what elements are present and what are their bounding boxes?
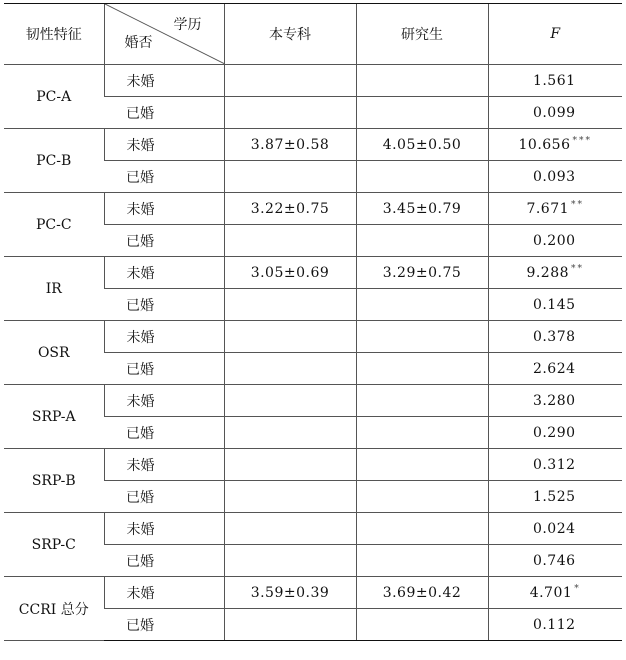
f-cell [488,161,622,193]
table-row [4,65,622,97]
table-row [4,129,622,161]
college-cell [224,321,356,353]
f-cell [488,577,622,609]
marital-cell: 未婚 [104,577,224,609]
header-education: 学历 [173,17,202,33]
significance-mark: ** [571,199,585,210]
marital-cell: 未婚 [104,129,224,161]
f-value: 0.290 [532,424,576,441]
table-row [4,449,622,481]
header-marital: 婚否 [124,35,153,51]
trait-cell: PC-A [4,65,104,129]
f-value: 0.145 [532,296,576,313]
header-college: 本专科 [224,4,356,65]
f-value: 3.280 [532,392,576,409]
graduate-cell [356,321,488,353]
trait-cell: PC-B [4,129,104,193]
marital-cell: 已婚 [104,97,224,129]
f-value: 10.656 [518,136,571,153]
header-graduate: 研究生 [356,4,488,65]
college-cell [224,385,356,417]
college-cell [224,609,356,641]
college-cell [224,97,356,129]
marital-cell: 已婚 [104,353,224,385]
f-cell [488,449,622,481]
graduate-cell [356,609,488,641]
table-row [4,577,622,609]
college-cell [224,513,356,545]
college-cell [224,481,356,513]
marital-cell: 未婚 [104,257,224,289]
graduate-cell [356,161,488,193]
significance-mark: ** [571,263,585,274]
trait-cell: SRP-A [4,385,104,449]
graduate-cell [356,225,488,257]
graduate-cell: 4.05±0.50 [356,129,488,161]
graduate-cell: 3.69±0.42 [356,577,488,609]
header-trait: 韧性特征 [4,4,104,65]
f-value: 4.701 [529,584,573,601]
significance-mark: * [574,583,581,594]
graduate-cell [356,289,488,321]
marital-cell: 未婚 [104,385,224,417]
header-diagonal-cell [104,4,224,65]
f-cell [488,65,622,97]
college-cell: 3.87±0.58 [224,129,356,161]
college-cell: 3.22±0.75 [224,193,356,225]
college-cell [224,65,356,97]
marital-cell: 已婚 [104,289,224,321]
graduate-cell: 3.45±0.79 [356,193,488,225]
marital-cell: 已婚 [104,609,224,641]
college-cell [224,545,356,577]
f-value: 0.378 [532,328,576,345]
f-cell [488,225,622,257]
marital-cell: 已婚 [104,225,224,257]
graduate-cell [356,417,488,449]
marital-cell: 已婚 [104,481,224,513]
marital-cell: 已婚 [104,161,224,193]
f-cell [488,481,622,513]
trait-cell: OSR [4,321,104,385]
f-value: 7.671 [526,200,570,217]
graduate-cell [356,385,488,417]
f-cell [488,417,622,449]
f-value: 0.093 [532,168,576,185]
graduate-cell [356,513,488,545]
marital-cell: 已婚 [104,417,224,449]
f-cell [488,257,622,289]
college-cell: 3.05±0.69 [224,257,356,289]
marital-cell: 未婚 [104,321,224,353]
college-cell [224,417,356,449]
college-cell [224,449,356,481]
f-value: 0.099 [532,104,576,121]
marital-cell: 已婚 [104,545,224,577]
significance-mark: *** [572,135,592,146]
marital-cell: 未婚 [104,65,224,97]
f-cell [488,321,622,353]
marital-cell: 未婚 [104,513,224,545]
f-cell [488,513,622,545]
diagonal-line [105,4,225,64]
marital-cell: 未婚 [104,193,224,225]
college-cell [224,161,356,193]
data-table [4,3,622,641]
graduate-cell [356,353,488,385]
table-row [4,257,622,289]
table-row [4,321,622,353]
graduate-cell [356,449,488,481]
college-cell [224,353,356,385]
table-row [4,193,622,225]
header-f: F [488,4,622,65]
graduate-cell [356,65,488,97]
f-value: 0.200 [532,232,576,249]
f-value: 0.112 [532,616,576,633]
college-cell [224,289,356,321]
f-value: 0.312 [532,456,576,473]
f-cell [488,129,622,161]
table-row [4,385,622,417]
f-value: 2.624 [532,360,576,377]
graduate-cell [356,481,488,513]
graduate-cell [356,97,488,129]
college-cell [224,225,356,257]
f-value: 9.288 [526,264,570,281]
f-cell [488,97,622,129]
f-cell [488,545,622,577]
trait-cell: CCRI 总分 [4,577,104,641]
f-value: 1.525 [532,488,576,505]
f-value: 0.024 [532,520,576,537]
trait-cell: SRP-B [4,449,104,513]
trait-cell: SRP-C [4,513,104,577]
header-row [4,4,622,65]
trait-cell: PC-C [4,193,104,257]
f-cell [488,385,622,417]
graduate-cell: 3.29±0.75 [356,257,488,289]
f-cell [488,193,622,225]
marital-cell: 未婚 [104,449,224,481]
f-value: 0.746 [532,552,576,569]
f-cell [488,609,622,641]
college-cell: 3.59±0.39 [224,577,356,609]
f-cell [488,289,622,321]
graduate-cell [356,545,488,577]
table-row [4,513,622,545]
trait-cell: IR [4,257,104,321]
f-value: 1.561 [532,72,576,89]
f-cell [488,353,622,385]
